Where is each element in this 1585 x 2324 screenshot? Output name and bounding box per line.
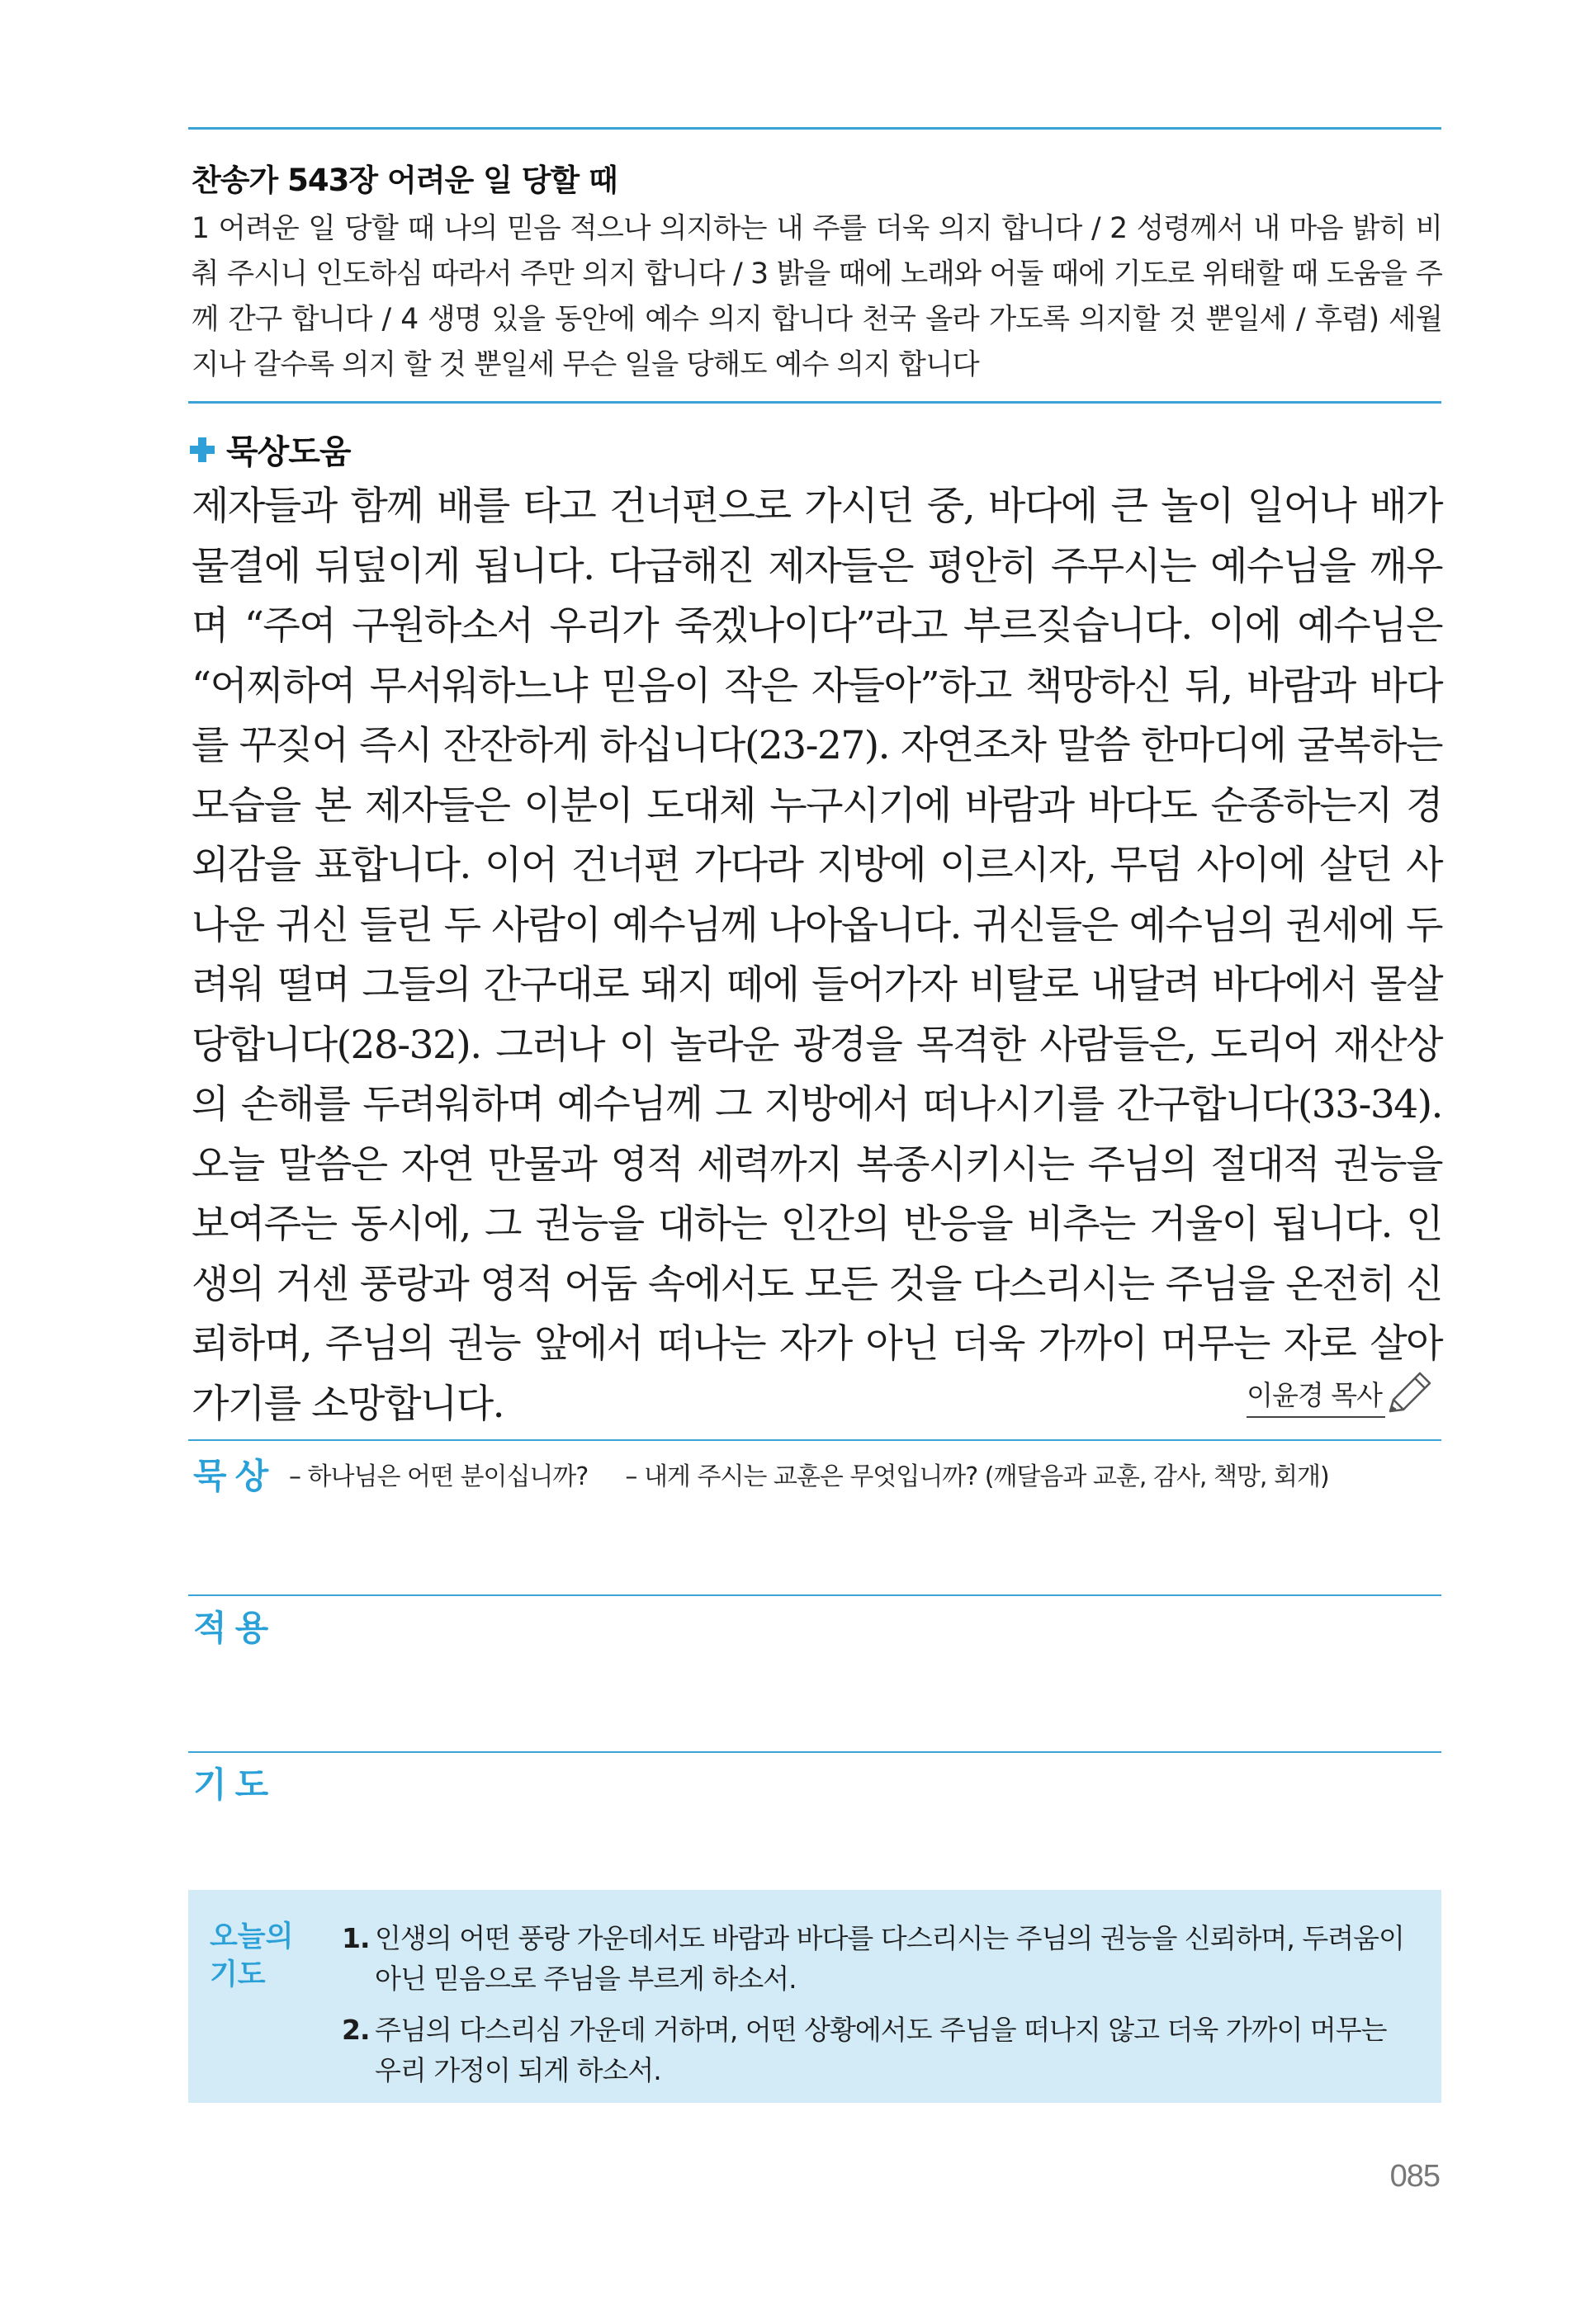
prayer-item [342,1918,1415,1999]
muksang-divider [188,1439,1441,1441]
question-2: – 내게 주시는 교훈은 무엇입니까? (깨달음과 교훈, 감사, 책망, 회개) [625,1462,1329,1491]
prayer-item-text: 인생의 어떤 풍랑 가운데서도 바람과 바다를 다스리시는 주님의 권능을 신뢰하며, 두려움이 아닌 믿음으로 주님을 부르게 하소서. [375,1922,1404,1995]
apply-label: 적용 [193,1608,277,1648]
prayer-label: 기도 [193,1764,277,1805]
today-prayer-list [342,1918,1415,2101]
today-prayer-box [188,1890,1441,2103]
apply-divider [188,1594,1441,1596]
hymn-title: 찬송가 543장 어려운 일 당할 때 [192,163,617,198]
hymn-lyrics: 1 어려운 일 당할 때 나의 믿음 적으나 의지하는 내 주를 더욱 의지 합니다 / 2 성령께서 내 마음 밝히 비춰 주시니 인도하심 따라서 주만 의지 합니다 / 3 밝을 때에 노래와 어둘 때에 기도로 위태할 때 도움을 주께 간구 합니다 / 4 생명 있을 동안에 예수 의지 합니다 천국 올라 가도록 의지할 것 뿐일세 / 후렴) 세월 지나 갈수록 의지 할 것 뿐일세 무슨 일을 당해도 예수 의지 합니다 [192,212,1443,381]
plus-icon [188,436,216,464]
meditation-body: 제자들과 함께 배를 타고 건너편으로 가시던 중, 바다에 큰 놀이 일어나 배가 물결에 뒤덮이게 됩니다. 다급해진 제자들은 평안히 주무시는 예수님을 깨우며 “주여 구원하소서 우리가 죽겠나이다”라고 부르짖습니다. 이에 예수님은 “어찌하여 무서워하느냐 믿음이 작은 자들아”하고 책망하신 뒤, 바람과 바다를 꾸짖어 즉시 잔잔하게 하십니다(23-27). 자연조차 말씀 한마디에 굴복하는 모습을 본 제자들은 이분이 도대체 누구시기에 바람과 바다도 순종하는지 경외감을 표합니다. 이어 건너편 가다라 지방에 이르시자, 무덤 사이에 살던 사나운 귀신 들린 두 사람이 예수님께 나아옵니다. 귀신들은 예수님의 권세에 두려워 떨며 그들의 간구대로 돼지 떼에 들어가자 비탈로 내달려 바다에서 몰살당합니다(28-32). 그러나 이 놀라운 광경을 목격한 사람들은, 도리어 재산상의 손해를 두려워하며 예수님께 그 지방에서 떠나시기를 간구합니다(33-34). 오늘 말씀은 자연 만물과 영적 세력까지 복종시키시는 주님의 절대적 권능을 보여주는 동시에, 그 권능을 대하는 인간의 반응을 비추는 거울이 됩니다. 인생의 거센 풍랑과 영적 어둠 속에서도 모든 것을 다스리시는 주님을 온전히 신뢰하며, 주님의 권능 앞에서 떠나는 자가 아닌 더욱 가까이 머무는 자로 살아가기를 소망합니다. [192,484,1442,1427]
question-1: – 하나님은 어떤 분이십니까? [289,1462,589,1491]
today-prayer-label: 오늘의 기도 [210,1920,294,1991]
prayer-item [342,2010,1415,2090]
prayer-item-number: 2. [342,2014,370,2046]
meditation-heading [188,426,351,473]
muksang-section [188,1439,1441,1496]
prayer-divider [188,1751,1441,1753]
author-signature [1247,1368,1436,1418]
apply-section [188,1594,1441,1648]
muksang-label: 묵상 [193,1456,277,1496]
prayer-item-number: 1. [342,1922,370,1954]
pencil-icon [1382,1368,1436,1419]
author-name: 이윤경 목사 [1247,1374,1385,1418]
hymn-divider [188,401,1441,404]
top-divider [188,127,1441,130]
page-number: 085 [1389,2159,1440,2194]
meditation-title: 묵상도움 [226,433,351,471]
muksang-questions [289,1456,1329,1492]
prayer-section [188,1751,1441,1805]
prayer-item-text: 주님의 다스리심 가운데 거하며, 어떤 상황에서도 주님을 떠나지 않고 더욱 가까이 머무는 우리 가정이 되게 하소서. [375,2014,1387,2086]
